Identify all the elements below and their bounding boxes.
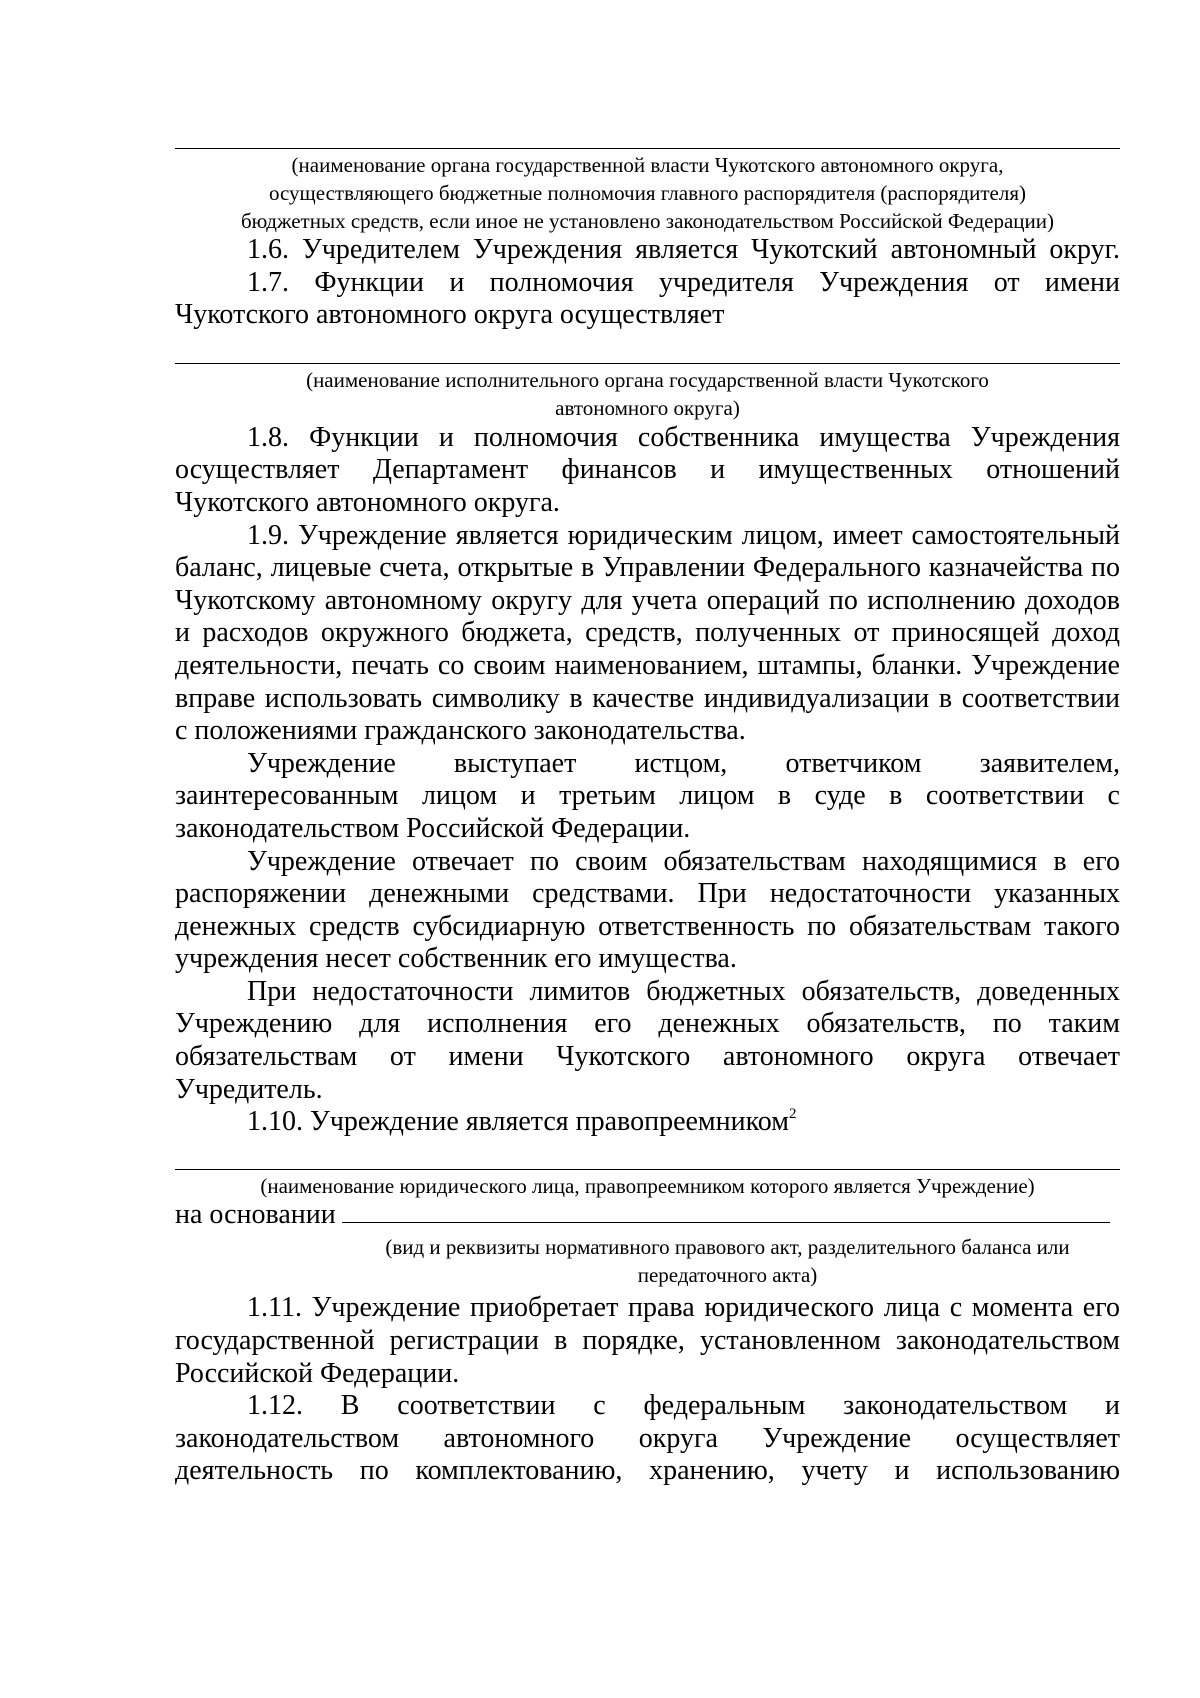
paragraph-1-7: 1.7. Функции и полномочия учредителя Учреждения от имени Чукотского автономного округа осуществляет <box>175 266 1120 331</box>
fill-in-line <box>175 1169 1120 1170</box>
paragraph-1-8: 1.8. Функции и полномочия собственника имущества Учреждения осуществляет Департамент финансов и имущественных отношений Чукотского автономного округа. <box>175 421 1120 518</box>
paragraph-1-10-text: 1.10. Учреждение является правопреемником <box>247 1106 789 1138</box>
paragraph-1-6: 1.6. Учредителем Учреждения является Чукотский автономный округ. <box>247 234 1120 265</box>
paragraph-1-11: 1.11. Учреждение приобретает права юридического лица с момента его государственной регистрации в порядке, установленном законодательством Российской Федерации. <box>175 1292 1120 1389</box>
paragraph-1-9-litigation: Учреждение выступает истцом, ответчиком заявителем, заинтересованным лицом и третьим лицом в суде в соответствии с законодательством Российской Федерации. <box>175 747 1120 844</box>
fill-in-line <box>342 1198 1110 1223</box>
fill-in-line <box>175 148 1120 149</box>
paragraph-1-10 <box>175 1106 1120 1139</box>
paragraph-basis <box>175 1198 1120 1232</box>
paragraph-1-9: 1.9. Учреждение является юридическим лицом, имеет самостоятельный баланс, лицевые счета, открытые в Управлении Федерального казначейства по Чукотскому автономному округу для учета операций по исполнению доходов и расходов окружного бюджета, средств, полученных от приносящей доход деятельности, печать со своим наименованием, штампы, бланки. Учреждение вправе использовать символику в качестве индивидуализации в соответствии с положениями гражданского законодательства. <box>175 519 1120 747</box>
note-legal-act: (вид и реквизиты нормативного правового акт, разделительного баланса или передаточного акта) <box>385 1235 1070 1288</box>
paragraph-1-12: 1.12. В соответствии с федеральным законодательством и законодательством автономного округа Учреждение осуществляет деятельность по комплектованию, хранению, учету и использованию <box>175 1390 1120 1487</box>
note-executive-body: (наименование исполнительного органа государственной власти Чукотского автономного округа) <box>306 367 989 420</box>
note-authority: (наименование органа государственной власти Чукотского автономного округа, осуществляющего бюджетные полномочия главного распорядителя (распорядителя) бюджетных средств, если иное не установлено законодательством Российской Федерации) <box>241 153 1054 233</box>
paragraph-1-9-liability: Учреждение отвечает по своим обязательствам находящимися в его распоряжении денежными средствами. При недостаточности указанных денежных средств субсидиарную ответственность по обязательствам такого учреждения несет собственник его имущества. <box>175 845 1120 975</box>
basis-label: на основании <box>175 1198 336 1230</box>
footnote-mark: 2 <box>788 1106 797 1123</box>
paragraph-1-9-limits: При недостаточности лимитов бюджетных обязательств, доведенных Учреждению для исполнения его денежных обязательств, по таким обязательствам от имени Чукотского автономного округа отвечает Учредитель. <box>175 975 1120 1105</box>
document-body <box>175 148 1120 1488</box>
fill-in-line <box>175 363 1120 364</box>
note-predecessor: (наименование юридического лица, правопреемником которого является Учреждение) <box>260 1173 1035 1198</box>
